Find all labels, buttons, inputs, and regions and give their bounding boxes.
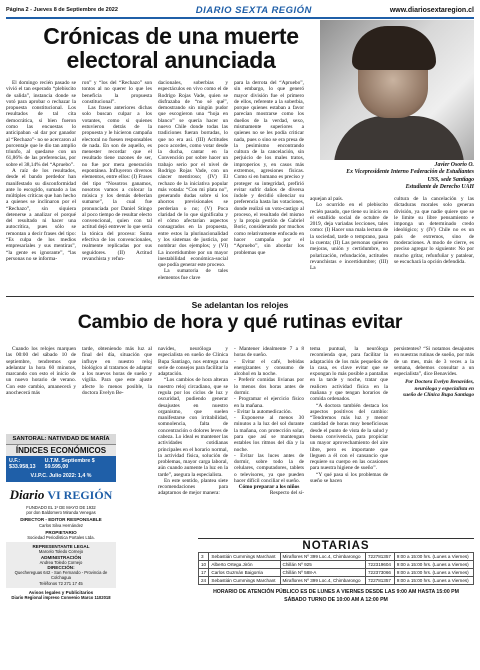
hours-line-2: SÁBADO TURNO DE 10:00 AM A 12:00 PM bbox=[284, 597, 388, 603]
paragraph: Cuando los relojes marquen las 00:00 del sábado 10 de septiembre, tendremos que adelantar la hora 60 minutos, marcando con esto el inicio de un nuevo horario de verano. Con este cambio, amanecerá y anochecerá más bbox=[6, 346, 76, 396]
list-item: - Preferir comidas livianas por lo menos dos horas antes de dormir. bbox=[234, 377, 304, 396]
table-cell-name: Carlos Guzmán Baigorria bbox=[209, 569, 280, 577]
article-2-column-5 bbox=[310, 346, 388, 536]
author-photo bbox=[320, 20, 474, 160]
section-divider bbox=[6, 296, 474, 297]
ipc-value: V.I.P.C. Julio 2022: 1,4 % bbox=[6, 472, 116, 482]
founder: por don Baldomero Miranda Venegas bbox=[26, 510, 96, 516]
paragraph: ron” y “los del “Rechazo” son tontos al no querer lo que les beneficia la propuesta constitucional”. bbox=[82, 80, 152, 105]
table-cell-name: Sebastián Cummings Marchant bbox=[209, 553, 280, 561]
list-item: - Evitar las luces antes de dormir, sobre todo la de celulares, computadores, tablets o televisores, ya que pueden hacer difícil conciliar el sueño. bbox=[234, 452, 304, 484]
article-2-column-3 bbox=[158, 346, 228, 536]
admin-label: ADMINISTRACIÓN bbox=[40, 554, 82, 560]
paragraph: Respecto del sí- bbox=[269, 490, 304, 497]
signature-line-1: Por Doctora Evelyn Benavides, bbox=[405, 379, 474, 386]
diario-logo bbox=[6, 483, 116, 505]
staff-box bbox=[6, 505, 116, 600]
table-row bbox=[199, 553, 474, 561]
paragraph: aquejan al país. bbox=[310, 196, 344, 202]
table-cell-addr: Miraflores Nº 399 Loc.4, Chimbarongo bbox=[280, 577, 365, 585]
logo-text-2: VI REGIÓN bbox=[47, 487, 113, 502]
article-1-column-1 bbox=[6, 80, 76, 292]
list-item: - Exponerse al menos 30 minutos a la luz del sol durante la mañana, con protección solar, para que así se mantengan estables los ritmos del día y la noche. bbox=[234, 415, 304, 453]
article-1-column-3 bbox=[158, 80, 228, 292]
paragraph: navides, neuróloga y especialista en sueño de Clínica Bupa Santiago, nos entrega una serie de consejos para facilitar la adaptación. bbox=[158, 346, 228, 378]
owner-label: PROPIETARIO bbox=[45, 529, 77, 535]
list-item: - Evitar la automedicación. bbox=[234, 408, 292, 415]
legal-label: REPRESENTANTE LEGAL bbox=[32, 544, 90, 550]
page-date: Página 2 - Jueves 8 de Septiembre de 2022 bbox=[6, 7, 118, 13]
legal: Marcelo Toledo Cornejo bbox=[38, 549, 84, 555]
article-1-column-6 bbox=[394, 196, 474, 292]
director: Carlos Silva Hernández bbox=[39, 522, 83, 528]
header-rule bbox=[6, 17, 474, 19]
paragraph: persistentes? “Si notamos desajustes en nuestras rutinas de sueño, por más de un mes, más de 3 veces a la semana, debemos consultar a un especialista”, dice Benavides. bbox=[394, 346, 474, 378]
ads: Diario Regional impreso Convenio Marco 1102018 bbox=[11, 595, 111, 601]
table-cell-name: Alberto Ortega Jirón bbox=[209, 561, 280, 569]
paragraph: Las frases anteriores dichas solo buscan culpar a los votantes, como si quienes estuvieron detrás de la propuesta y le hicieron campaña electoral no fuesen responsables de nada. En son de aquello, es menester recordar que el resultado tiene razones de ser, no fue por mera generación espontánea. Influyeron diversos elementos, entre ellos: (I) Frases del tipo “Nosotros ganamos, nosotros vamos a colocar la música y los demás deberían sumarse”, la cual fue pronunciada por Daniel Stingo al poco tiempo de resultar electo convencional, quien con tal actitud dejó entrever lo que sería la tónica del proceso: Suma efectiva de los convencionales, realmente replicadas por sus seguidores. (II) Actitud revanchista y refun- bbox=[82, 105, 152, 262]
table-cell-n: 17 bbox=[199, 569, 209, 577]
article-2-column-1 bbox=[6, 346, 76, 432]
article-2-column-2 bbox=[82, 346, 152, 432]
article-1-column-4 bbox=[234, 80, 304, 292]
paragraph: dacionales, soberbias y espectáculos en vivo como el de Rodrigo Rojas Vade, quien se disfrazaba de “no sé qué”, demostrando sin ningún pudor que escogieron una “hoja en blanco” se quería hacer un nuevo Chile donde todas las tradiciones fueran borradas, lo que no era así. (III) Actitudes poco acordes, como votar desde la ducha, cantar en la Convención por sobre hacer un trabajo serio por el nivel de Rodrigo Rojas Vade, con un cáncer mentiroso; (IV) El rechazo de la iniciativa popular más votada: “Con mi plata no”, generando dudas sobre si los ahorros previsionales se perderían o no; (V) Poca claridad de lo que significaba y el cómo afectarían aspectos consagrados en la propuesta, entre estos la plurinacionalidad y los sistemas de justicia, por nombrar dos ejemplos; y (VI) La incertidumbre por un mayor inestabilidad económica-social que podía generar este proceso. bbox=[158, 80, 228, 269]
table-cell-hours: 9:00 a 15:00 hrs. (Lunes a Viernes) bbox=[394, 561, 473, 569]
table-cell-name: Sebastián Cummings Marchant bbox=[209, 577, 280, 585]
author-caption bbox=[274, 162, 474, 192]
admin: Andrea Toledo Cornejo bbox=[39, 559, 83, 565]
table-cell-addr: Chillán Nº 925 bbox=[280, 561, 365, 569]
paragraph: “A doctora también destaca los aspectos positivos del cambio: “Tendremos más luz y menor cantidad de horas muy beneficiosas desde el punto de vista de la salud y buena convivencia, para propiciar un mayor aprovechamiento del aire libre, pero es importante que lleguen a él con el cansancio que requiere su cuerpo en las ocasiones para nuestra higiene de sueño”. bbox=[310, 402, 388, 472]
uf-value: U.F.: $33.958,13 bbox=[9, 458, 36, 470]
table-row bbox=[199, 577, 474, 585]
notarias-box bbox=[198, 538, 474, 604]
table-cell-tel: 722319604 bbox=[365, 561, 394, 569]
list-item: - Programar el ejercicio físico en la mañana. bbox=[234, 396, 304, 409]
table-cell-addr: Miraflores Nº 399 Loc.4, Chimbarongo bbox=[280, 553, 365, 561]
table-cell-tel: 722373066 bbox=[365, 569, 394, 577]
address: Quechereguas 642 - San Fernando - Provincia de Colchagua bbox=[14, 570, 108, 581]
notarias-hours bbox=[198, 588, 474, 604]
list-item: - Mantener idealmente 7 a 8 horas de sueño. bbox=[234, 346, 304, 359]
address-label: DIRECCIÓN: bbox=[47, 565, 75, 571]
paragraph: “Y qué pasa si los problemas de sueño se hacen bbox=[310, 471, 388, 484]
list-item: - Evitar el café, bebidas energizantes y consumo de alcohol en la noche. bbox=[234, 358, 304, 378]
founded: FUNDADO EL 1º DE MAYO DE 1932 bbox=[26, 505, 96, 510]
paragraph: para la derrota del “Apruebo”, sin embargo, lo que generó mayor división fue el primero de ellos, referente a la soberbia, porque quienes estaban a favor parecían mostrarse como los dueños de la verdad, sexo, mismamente superiores a quienes no se les podía criticar nada, pues o sino se era presa de la pesimismo encontrando cultura de la cancelación, sin perjuicio de los males tratos, improperios y, en casos más extremos, agresiones físicas. Como si en humano es preciso y proteger su integridad, prefirió evitar sufrir daños de diversa índole y decidió silenciar su preferencia hasta las votaciones, donde realizó un voto-castigo al proceso, el resultado del mismo y la propia gestión de Gabriel Boric, considerando por muchos como relativamente enfocado en hacer campaña por el “Apruebo”, sin abordar los problemas que bbox=[234, 80, 304, 256]
table-cell-addr: Chillán Nº 588-A bbox=[280, 569, 365, 577]
ads-label: Avisos legales y Publicitarios bbox=[28, 589, 94, 595]
headline-article-1: Crónicas de una muerte electoral anunciada bbox=[43, 23, 299, 73]
subheading: Cómo preparar a los niños bbox=[238, 484, 300, 491]
masthead-sidebar bbox=[6, 434, 116, 666]
hours-line-1: HORARIO DE ATENCIÓN PÚBLICO ES DE LUNES A VIERNES DESDE LAS 9:00 AM HASTA 15:00 PM bbox=[213, 589, 459, 595]
table-row bbox=[199, 561, 474, 569]
table-cell-tel: 722781357 bbox=[365, 553, 394, 561]
author-title: Ex Vicepresidente Interno Federación de Estudiantes bbox=[346, 169, 474, 176]
santoral: SANTORAL: NATIVIDAD DE MARÍA bbox=[6, 434, 116, 445]
notarias-title: NOTARIAS bbox=[198, 538, 474, 552]
table-cell-n: 24 bbox=[199, 577, 209, 585]
paragraph: A raíz de los resultados, desde el bando perdedor han manifestado su disconformidad ante lo escogido, sumado a las múltiples críticas que han hecho a quienes se inclinaron por el “Rechazo”, sin siquiera detenerse a analizar el porqué del resultado ni hacer una autocrítica, pues sólo se remontan a decir frases del tipo: “Es culpa de los medios empresariales y sus mentiras”, “la gente es ignorante”, “las personas no se informa- bbox=[6, 167, 76, 262]
paragraph: “Los cambios de hora alteran nuestro reloj circadiano, que se regula por los ciclos de luz y oscuridad, pudiendo generar desajustes en nuestro organismo, que suelen manifestarse con irritabilidad, somnolencia, falta de concentración o dolores leves de cabeza. Lo ideal es mantener las actividades cotidianas principales en el horario normal, la actividad física, solución de problemas, mayor carga laboral, aún cuando aumente la luz en la tarde”, asegura la especialista. bbox=[158, 377, 228, 478]
article-2-column-4 bbox=[234, 346, 304, 536]
paragraph: Lo ocurrido en el plebiscito recién pasado, que tiene su inicio en el estallido social de octubre de 2019, deja variadas lecciones, tales como: (I) Hacer una mala lectura de la sociedad, tarde o temprano, pasa la cuenta; (II) Las personas quieren mejoras, unión y certidumbre, no polarización, refundación, actitudes revanchistas e incertidumbre; (III) La bbox=[310, 202, 388, 272]
author-name: Javier Osorio O. bbox=[434, 162, 474, 168]
table-cell-hours: 9:00 a 15:00 hrs. (Lunes a Viernes) bbox=[394, 577, 473, 585]
table-cell-n: 10 bbox=[199, 561, 209, 569]
table-row bbox=[199, 569, 474, 577]
notarias-table bbox=[198, 552, 474, 585]
masthead: DIARIO SEXTA REGIÓN bbox=[195, 4, 312, 16]
page-header bbox=[6, 3, 474, 17]
indices-title: ÍNDICES ECONÓMICOS bbox=[6, 445, 116, 456]
article-1-column-2 bbox=[82, 80, 152, 292]
utm-value: U.T.M. Septiembre $ 59.595,00 bbox=[44, 458, 95, 470]
signature-line-3: sueño de Clínica Bupa Santiago bbox=[403, 391, 474, 398]
author-org-1: USS, sede Santiago bbox=[427, 176, 474, 183]
paragraph: tema puntual, la neuróloga recomienda que, para facilitar la adaptación de los más pequeños de la casa, es clave evitar que se expongan lo más posible a pantallas en la tarde y noche, tratar que realicen actividad física en la mañana y que tengan horarios de comida ordenados. bbox=[310, 346, 388, 403]
kicker-article-2: Se adelantan los relojes bbox=[191, 300, 289, 310]
author-org-2: Estudiante de Derecho UAH bbox=[405, 184, 474, 191]
photo-body-shape bbox=[334, 116, 464, 160]
table-cell-n: 3 bbox=[199, 553, 209, 561]
phone: Teléfonos 72 271 17 45 bbox=[39, 580, 83, 586]
photo-hair-shape bbox=[352, 26, 436, 70]
paragraph: La sumatoria de tales elementos fue clave bbox=[158, 268, 228, 281]
signature-line-2: neuróloga y especialista en bbox=[414, 385, 474, 392]
paragraph: El domingo recién pasado se vivió el tan esperado “plebiscito de salida”, instancia donde se votó para aprobar o rechazar la propuesta constitucional. Los resultados de tal cita democrática, si bien fueron como las encuestas lo anticipaban -al dar por ganador al “Rechazo”- no se acercaron al porcentaje que le dio tan amplio triunfo, al quedarse con un 61,86% de las preferencias, por sobre el 38,14% del “Apruebo”. bbox=[6, 80, 76, 168]
owner: Sociedad Periodística Portales Ltda. bbox=[27, 535, 95, 541]
table-cell-hours: 9:00 a 15:00 hrs. (Lunes a Viernes) bbox=[394, 569, 473, 577]
table-cell-hours: 9:00 a 15:00 hrs. (Lunes a Viernes) bbox=[394, 553, 473, 561]
paragraph: tarde, obteniendo más luz al final del día, situación que influye en nuestro reloj biológico al tratarnos de adaptar a los nuevos horas de sueño y vigilia. Para que este ajuste afecte lo menos posible, la doctora Evelyn Be- bbox=[82, 346, 152, 396]
indices-row bbox=[6, 456, 116, 472]
director-label: DIRECTOR - EDITOR RESPONSABLE bbox=[20, 517, 102, 523]
headline-article-2: Cambio de hora y qué rutinas evitar bbox=[77, 311, 403, 333]
paragraph: En este sentido, plantea siete recomendaciones para adaptarnos de mejor manera: bbox=[158, 477, 228, 497]
article-2-column-6 bbox=[394, 346, 474, 536]
article-1-column-5 bbox=[310, 196, 388, 292]
website-link[interactable]: www.diariosextaregion.cl bbox=[389, 6, 474, 14]
table-cell-tel: 722781357 bbox=[365, 577, 394, 585]
logo-text-1: Diario bbox=[9, 487, 45, 502]
paragraph: cultura de la cancelación y las dictaduras morales solo generan división, ya que nadie quiere que se le limite su libre pensamiento e imponga un determinado credo ideológico; y (IV) Chile no es un país de extremos, sino de moderaciones. A modo de cierre, es preciso agregar lo siguiente: No por mucho gritar, refunfuñar y patalear, se escuchará la opción defendida. bbox=[394, 196, 474, 265]
